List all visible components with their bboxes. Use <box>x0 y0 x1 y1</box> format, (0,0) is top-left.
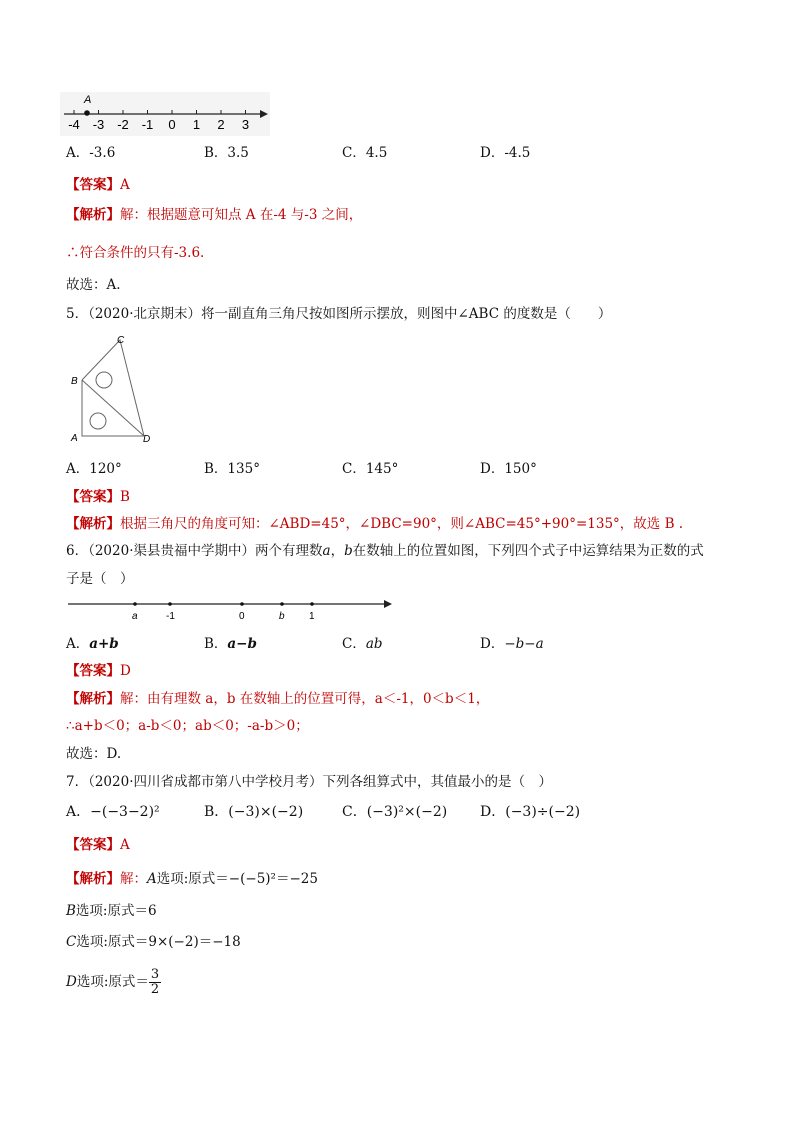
q6-dot-neg1 <box>168 602 172 606</box>
q6-option-b[interactable]: B．a−b <box>204 636 257 652</box>
q4-option-a[interactable]: A．-3.6 <box>66 145 116 161</box>
q5-answer: 【答案】B <box>66 489 130 505</box>
q6-dot-b <box>280 602 284 606</box>
q4-analysis: 【解析】解：根据题意可知点 A 在-4 与-3 之间， <box>66 207 363 223</box>
q4-answer: 【答案】A <box>66 177 130 193</box>
q4-option-d[interactable]: D．-4.5 <box>480 145 531 161</box>
q4-tick-label: 3 <box>241 117 250 132</box>
q4-tick-label: -2 <box>117 117 129 132</box>
q7-step-c: C选项:原式＝9×(−2)＝−18 <box>66 934 241 950</box>
q6-analysis: 【解析】解：由有理数 a，b 在数轴上的位置可得，a＜-1，0＜b＜1， <box>66 691 490 707</box>
q5-option-d[interactable]: D．150° <box>480 461 537 477</box>
q5-circle-upper <box>96 372 112 388</box>
q6-option-d[interactable]: D．−b−a <box>480 636 544 652</box>
q4-option-c[interactable]: C．4.5 <box>342 145 388 161</box>
q6-answer: 【答案】D <box>66 663 131 679</box>
q7-option-c[interactable]: C．(−3)²×(−2) <box>342 804 448 820</box>
q5-triangle-figure <box>64 332 164 448</box>
q4-tick-label: 0 <box>168 117 176 132</box>
q6-dot-0 <box>240 602 244 606</box>
q7-option-d[interactable]: D．(−3)÷(−2) <box>480 804 581 820</box>
q5-circle-lower <box>90 413 106 429</box>
q7-answer: 【答案】A <box>66 837 130 853</box>
q4-option-b[interactable]: B．3.5 <box>204 145 249 161</box>
point-a <box>84 110 90 116</box>
q4-tick-label: -1 <box>141 117 154 132</box>
q6-label-b: b <box>279 611 285 622</box>
q5-label-a: A <box>71 433 78 444</box>
q7-option-a[interactable]: A．−(−3−2)² <box>66 804 160 820</box>
q4-tick-label: 1 <box>192 117 201 132</box>
q6-option-a[interactable]: A．a+b <box>66 636 119 652</box>
q4-number-line <box>60 92 270 136</box>
q4-conclusion: 故选：A. <box>66 277 121 293</box>
q6-label-neg1: -1 <box>166 611 175 622</box>
q7-analysis: 【解析】解：A选项:原式＝−(−5)²＝−25 <box>66 871 318 887</box>
q6-stem: 6．（2020·渠县贵福中学期中）两个有理数a，b在数轴上的位置如图，下列四个式子中运算结果为正数的式 <box>66 543 704 559</box>
q6-dot-a <box>133 602 137 606</box>
point-a-label: A <box>84 94 92 106</box>
q6-label-1: 1 <box>309 611 315 622</box>
q5-stem: 5．（2020·北京期末）将一副直角三角尺按如图所示摆放，则图中∠ABC 的度数是（ ） <box>66 306 612 322</box>
q5-label-c: C <box>117 335 125 346</box>
q4-analysis-2: ∴符合条件的只有-3.6. <box>66 245 205 261</box>
q5-option-b[interactable]: B．135° <box>204 461 260 477</box>
q7-step-b: B选项:原式＝6 <box>66 903 157 919</box>
q5-option-c[interactable]: C．145° <box>342 461 399 477</box>
q6-label-0: 0 <box>239 611 245 622</box>
q5-label-d: D <box>143 434 151 445</box>
q6-dot-1 <box>310 602 314 606</box>
q7-stem: 7．（2020·四川省成都市第八中学校月考）下列各组算式中，其值最小的是（ ） <box>66 774 552 790</box>
q7-step-d: D选项:原式＝ $\frac{3}{2}$ <box>66 967 160 997</box>
q6-analysis-2: ∴a+b＜0；a-b＜0；ab＜0；-a-b＞0； <box>66 718 309 734</box>
q4-tick-label: -4 <box>68 117 80 132</box>
q5-option-a[interactable]: A．120° <box>66 461 122 477</box>
q7-option-b[interactable]: B．(−3)×(−2) <box>204 804 304 820</box>
q6-stem-cont: 子是（ ） <box>66 571 134 587</box>
q6-label-a: a <box>132 611 138 622</box>
q6-option-c[interactable]: C．ab <box>342 636 383 652</box>
q4-tick-label: -3 <box>92 117 105 132</box>
q6-conclusion: 故选：D. <box>66 746 122 762</box>
q5-label-b: B <box>71 376 78 387</box>
q7-fraction: $\frac{3}{2}$ <box>150 967 160 997</box>
q4-tick-label: 2 <box>217 117 225 132</box>
q6-number-line <box>64 596 398 624</box>
q5-analysis: 【解析】根据三角尺的角度可知：∠ABD=45°，∠DBC=90°，则∠ABC=45°+90°=135°，故选 B . <box>66 516 684 532</box>
